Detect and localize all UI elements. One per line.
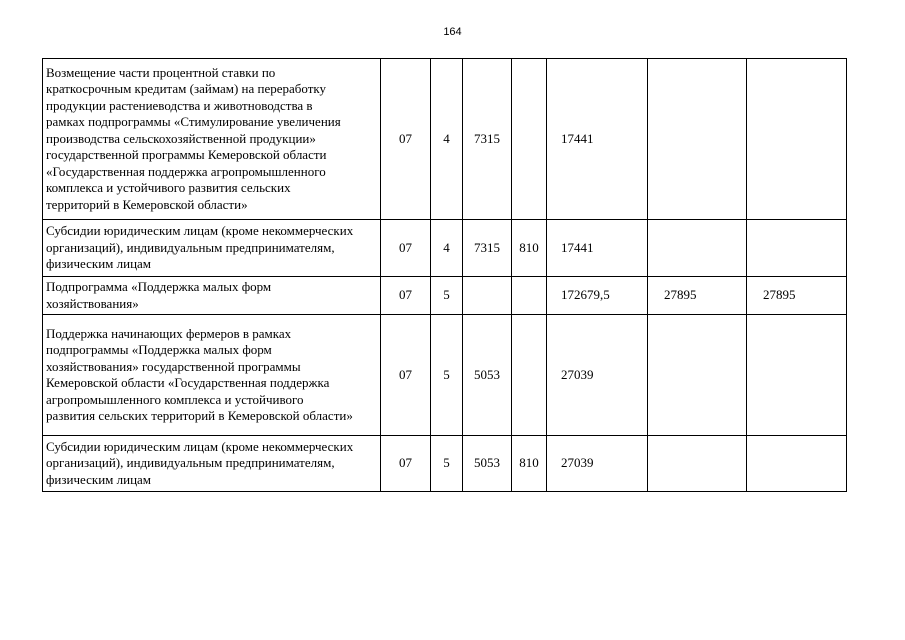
section-code: 07: [381, 436, 431, 492]
amount-1: 172679,5: [547, 277, 648, 315]
amount-3: 27895: [747, 277, 847, 315]
expense-type-code: [512, 59, 547, 220]
table-row: [43, 220, 847, 277]
amount-3: [747, 315, 847, 436]
target-code: 7315: [463, 220, 512, 277]
amount-2: [648, 220, 747, 277]
amount-3: [747, 220, 847, 277]
table-row: [43, 277, 847, 315]
amount-2: [648, 436, 747, 492]
amount-2: [648, 315, 747, 436]
section-code: 07: [381, 59, 431, 220]
section-code: 07: [381, 277, 431, 315]
subsection-code: 4: [431, 220, 463, 277]
subsection-code: 5: [431, 436, 463, 492]
item-name: Подпрограмма «Поддержка малых форм хозяйствования»: [43, 277, 381, 315]
section-code: 07: [381, 315, 431, 436]
table-row: [43, 436, 847, 492]
table-row: [43, 315, 847, 436]
target-code: 7315: [463, 59, 512, 220]
amount-2: [648, 59, 747, 220]
amount-2: 27895: [648, 277, 747, 315]
page-number: 164: [443, 26, 462, 38]
item-name: Субсидии юридическим лицам (кроме некоммерческих организаций), индивидуальным предпринимателям, физическим лицам: [43, 220, 381, 277]
subsection-code: 5: [431, 277, 463, 315]
target-code: 5053: [463, 436, 512, 492]
amount-1: 27039: [547, 315, 648, 436]
expense-type-code: [512, 315, 547, 436]
item-name: Возмещение части процентной ставки по краткосрочным кредитам (займам) на переработку продукции растениеводства и животноводства в рамках подпрограммы «Стимулирование увеличения производства сельскохозяйственной продукции» государственной программы Кемеровской области «Государственная поддержка агропромышленного комплекса и устойчивого развития сельских территорий в Кемеровской области»: [43, 59, 381, 220]
section-code: 07: [381, 220, 431, 277]
budget-table: [42, 58, 847, 492]
item-name: Субсидии юридическим лицам (кроме некоммерческих организаций), индивидуальным предпринимателям, физическим лицам: [43, 436, 381, 492]
subsection-code: 5: [431, 315, 463, 436]
item-name: Поддержка начинающих фермеров в рамках подпрограммы «Поддержка малых форм хозяйствования» государственной программы Кемеровской области «Государственная поддержка агропромышленного комплекса и устойчивого развития сельских территорий в Кемеровской области»: [43, 315, 381, 436]
expense-type-code: 810: [512, 220, 547, 277]
amount-1: 27039: [547, 436, 648, 492]
amount-3: [747, 436, 847, 492]
amount-1: 17441: [547, 220, 648, 277]
table-row: [43, 59, 847, 220]
subsection-code: 4: [431, 59, 463, 220]
target-code: [463, 277, 512, 315]
expense-type-code: 810: [512, 436, 547, 492]
expense-type-code: [512, 277, 547, 315]
amount-3: [747, 59, 847, 220]
amount-1: 17441: [547, 59, 648, 220]
target-code: 5053: [463, 315, 512, 436]
